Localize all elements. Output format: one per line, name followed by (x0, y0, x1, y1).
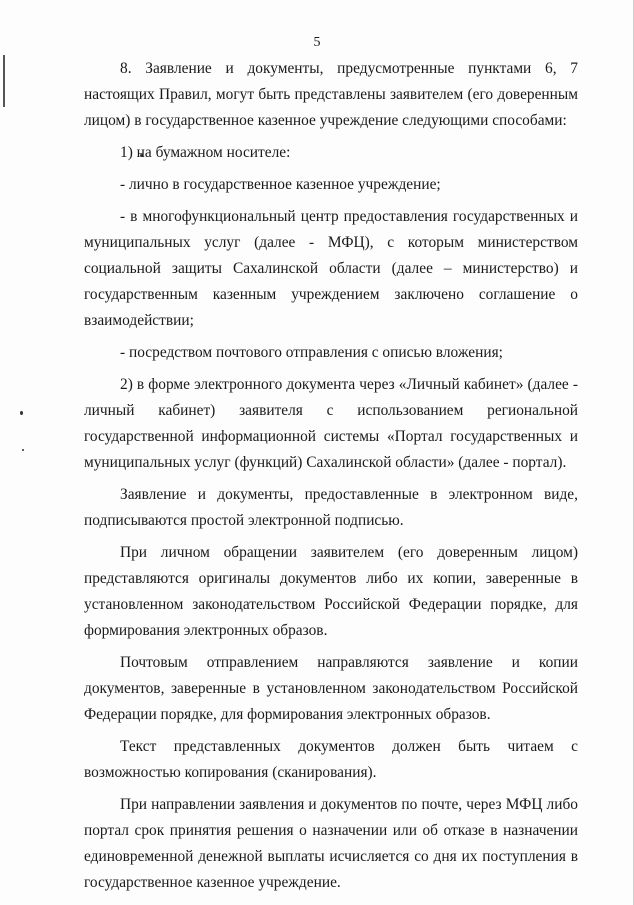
paragraph: - лично в государственное казенное учреждение; (120, 176, 441, 193)
scan-speck (20, 411, 23, 415)
paragraph: Почтовым отправлением направляются заявление и копии документов, заверенные в установленном законодательством Российской Федерации порядке, для формирования электронных образов. (84, 654, 578, 723)
paragraph: 8. Заявление и документы, предусмотренные пунктами 6, 7 настоящих Правил, могут быть представлены заявителем (его доверенным лицом) в государственное казенное учреждение следующими способами: (84, 60, 578, 129)
scan-speck (22, 449, 24, 451)
scan-edge-mark (3, 55, 5, 107)
paragraph: 1) на бумажном носителе: (120, 144, 291, 161)
paragraph: Заявление и документы, предоставленные в электронном виде, подписываются простой электронной подписью. (84, 486, 578, 529)
paragraph: Текст представленных документов должен быть читаем с возможностью копирования (сканирования). (84, 738, 578, 781)
paragraph: - посредством почтового отправления с описью вложения; (120, 344, 503, 361)
paragraph: - в многофункциональный центр предоставления государственных и муниципальных услуг (далее - МФЦ), с которым министерством социальной защиты Сахалинской области (далее – министерство) и государственным казенным учреждением заключено соглашение о взаимодействии; (84, 208, 578, 329)
document-body (84, 56, 578, 896)
page-number: 5 (313, 35, 321, 50)
paragraph: При личном обращении заявителем (его доверенным лицом) представляются оригиналы документов либо их копии, заверенные в установленном законодательством Российской Федерации порядке, для формирования электронных образов. (84, 544, 578, 639)
paragraph: 2) в форме электронного документа через «Личный кабинет» (далее - личный кабинет) заявителя с использованием региональной государственной информационной системы «Портал государственных и муниципальных услуг (функций) Сахалинской области» (далее - портал). (84, 376, 578, 471)
paragraph: При направлении заявления и документов по почте, через МФЦ либо портал срок принятия решения о назначении или об отказе в назначении единовременной денежной выплаты исчисляется со дня их поступления в государственное казенное учреждение. (84, 796, 578, 891)
